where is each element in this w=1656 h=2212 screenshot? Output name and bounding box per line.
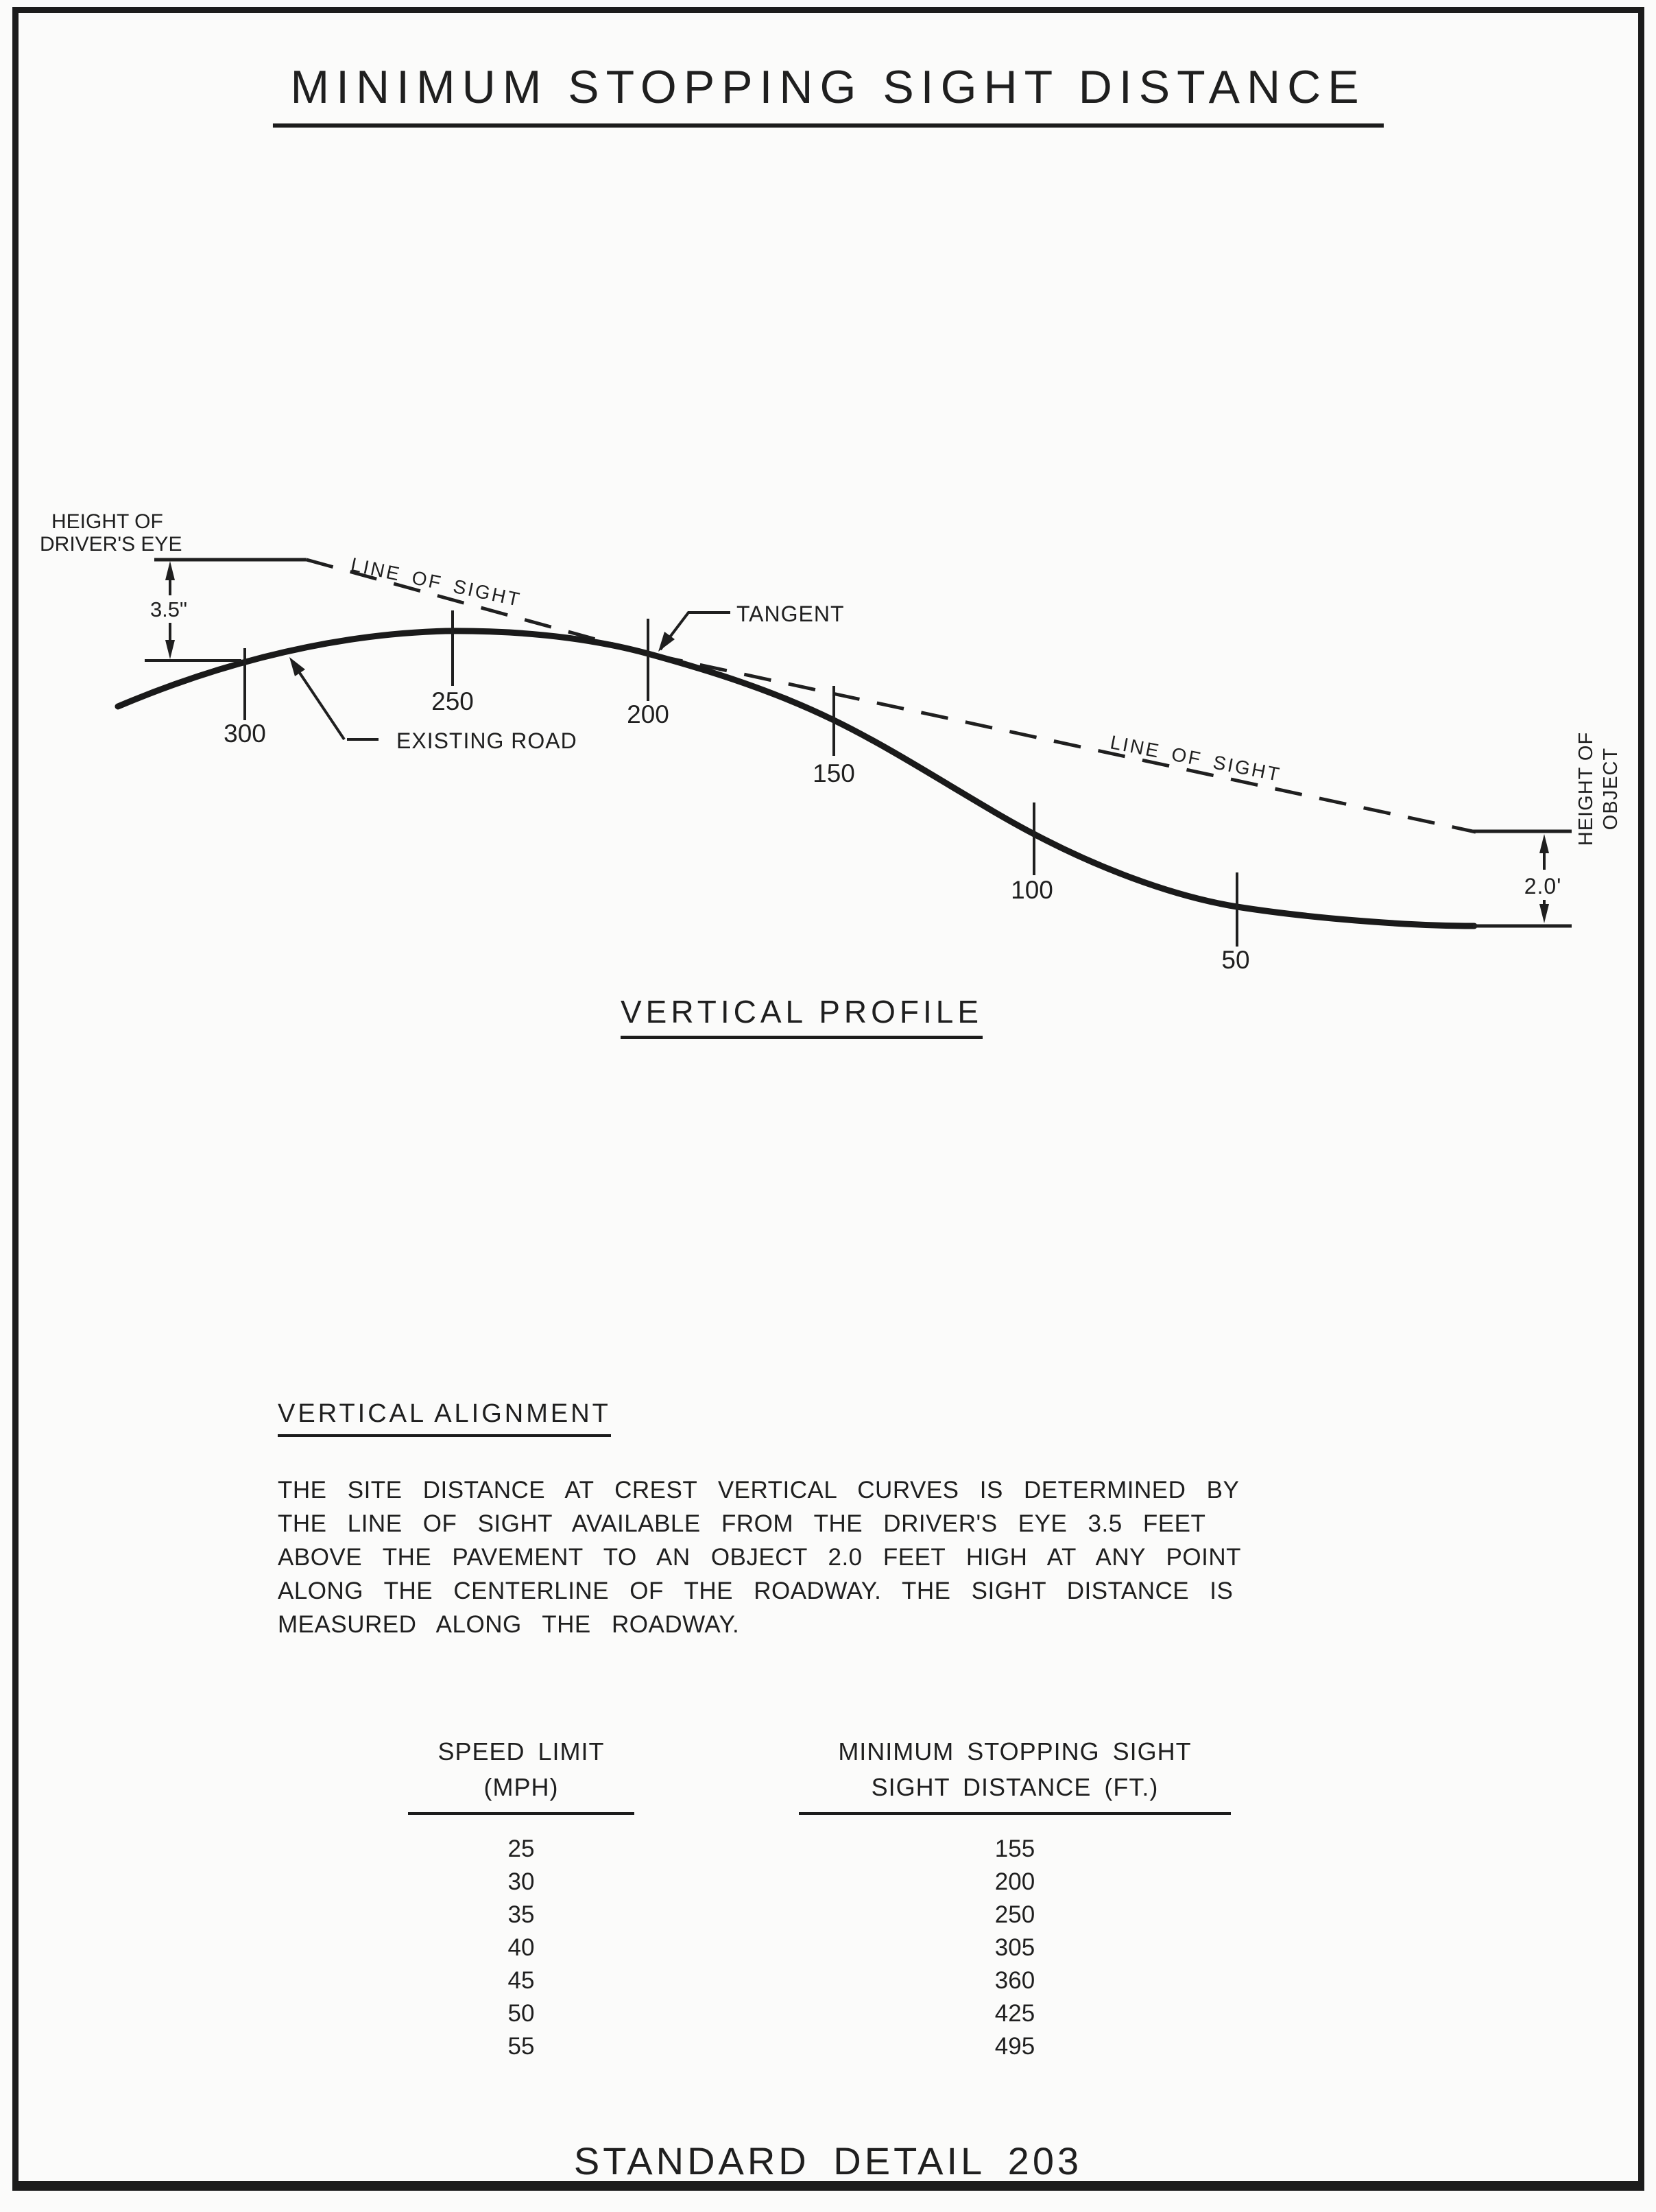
notes-heading: VERTICAL ALIGNMENT bbox=[278, 1399, 611, 1437]
sheet-footer-title: STANDARD DETAIL 203 bbox=[573, 2139, 1083, 2183]
station-label-100: 100 bbox=[1011, 876, 1053, 904]
speed-value: 25 bbox=[507, 1835, 535, 1862]
distance-value: 360 bbox=[994, 1967, 1035, 1994]
vertical-profile-diagram bbox=[0, 0, 1656, 1029]
sight-distance-header-line2: SIGHT DISTANCE (FT.) bbox=[871, 1773, 1159, 1801]
page-title: MINIMUM STOPPING SIGHT DISTANCE bbox=[272, 60, 1383, 128]
eye-height-dim-label: 3.5" bbox=[149, 597, 188, 621]
object-height-dim-label: 2.0' bbox=[1524, 874, 1562, 899]
tangent-leader-line bbox=[660, 613, 730, 650]
table-row bbox=[0, 1835, 1656, 1868]
drivers-eye-label-line2: DRIVER'S EYE bbox=[40, 533, 182, 556]
distance-value: 425 bbox=[994, 2000, 1035, 2027]
existing-road-leader-line bbox=[300, 673, 344, 739]
speed-value: 45 bbox=[507, 1967, 535, 1994]
station-label-200: 200 bbox=[627, 700, 669, 728]
table-row bbox=[0, 1967, 1656, 2000]
station-label-250: 250 bbox=[431, 687, 474, 715]
distance-value: 155 bbox=[994, 1835, 1035, 1862]
speed-value: 30 bbox=[507, 1868, 535, 1895]
object-dim-arrow-down-icon bbox=[1539, 904, 1549, 923]
speed-limit-header-line1: SPEED LIMIT bbox=[437, 1737, 605, 1765]
speed-value: 55 bbox=[507, 2033, 535, 2060]
station-label-300: 300 bbox=[224, 720, 266, 748]
speed-value: 40 bbox=[507, 1934, 535, 1961]
distance-value: 495 bbox=[994, 2033, 1035, 2060]
existing-road-arrowhead-icon bbox=[289, 657, 305, 676]
speed-limit-column-header bbox=[408, 1734, 634, 1815]
dimension-arrow-down-icon bbox=[165, 640, 175, 659]
table-row bbox=[0, 1901, 1656, 1934]
speed-value: 35 bbox=[507, 1901, 535, 1928]
station-label-50: 50 bbox=[1221, 946, 1250, 974]
distance-value: 250 bbox=[994, 1901, 1035, 1928]
line-of-sight-label-right: LINE OF SIGHT bbox=[1108, 731, 1284, 786]
dimension-arrow-up-icon bbox=[165, 561, 175, 580]
notes-line: THE LINE OF SIGHT AVAILABLE FROM THE DRIVER'S EYE 3.5 FEET bbox=[278, 1510, 1206, 1537]
drivers-eye-label-line1: HEIGHT OF bbox=[51, 510, 163, 533]
height-of-object-label-line2: OBJECT bbox=[1600, 747, 1622, 831]
notes-line: ALONG THE CENTERLINE OF THE ROADWAY. THE SIGHT DISTANCE IS bbox=[278, 1578, 1234, 1604]
object-dim-arrow-up-icon bbox=[1539, 834, 1549, 853]
station-label-150: 150 bbox=[813, 759, 855, 787]
sight-distance-table bbox=[0, 1835, 1656, 2066]
notes-paragraph bbox=[278, 1473, 1389, 1641]
existing-road-label: EXISTING ROAD bbox=[396, 728, 577, 753]
tangent-label: TANGENT bbox=[736, 602, 845, 626]
sight-distance-header-line1: MINIMUM STOPPING SIGHT bbox=[838, 1737, 1192, 1765]
notes-line: THE SITE DISTANCE AT CREST VERTICAL CURVES IS DETERMINED BY bbox=[278, 1477, 1240, 1503]
table-row bbox=[0, 1934, 1656, 1967]
notes-line: MEASURED ALONG THE ROADWAY. bbox=[278, 1611, 740, 1638]
speed-limit-header-line2: (MPH) bbox=[483, 1773, 559, 1801]
table-row bbox=[0, 1868, 1656, 1901]
table-row bbox=[0, 2000, 1656, 2033]
line-of-sight-label-left: LINE OF SIGHT bbox=[348, 554, 524, 611]
notes-line: ABOVE THE PAVEMENT TO AN OBJECT 2.0 FEET HIGH AT ANY POINT bbox=[278, 1544, 1241, 1571]
distance-value: 200 bbox=[994, 1868, 1035, 1895]
height-of-object-label bbox=[1575, 732, 1622, 846]
height-of-object-label-line1: HEIGHT OF bbox=[1575, 731, 1597, 846]
table-row bbox=[0, 2033, 1656, 2066]
sight-distance-column-header bbox=[799, 1734, 1231, 1815]
speed-value: 50 bbox=[507, 2000, 535, 2027]
distance-value: 305 bbox=[994, 1934, 1035, 1961]
diagram-heading: VERTICAL PROFILE bbox=[621, 993, 983, 1039]
